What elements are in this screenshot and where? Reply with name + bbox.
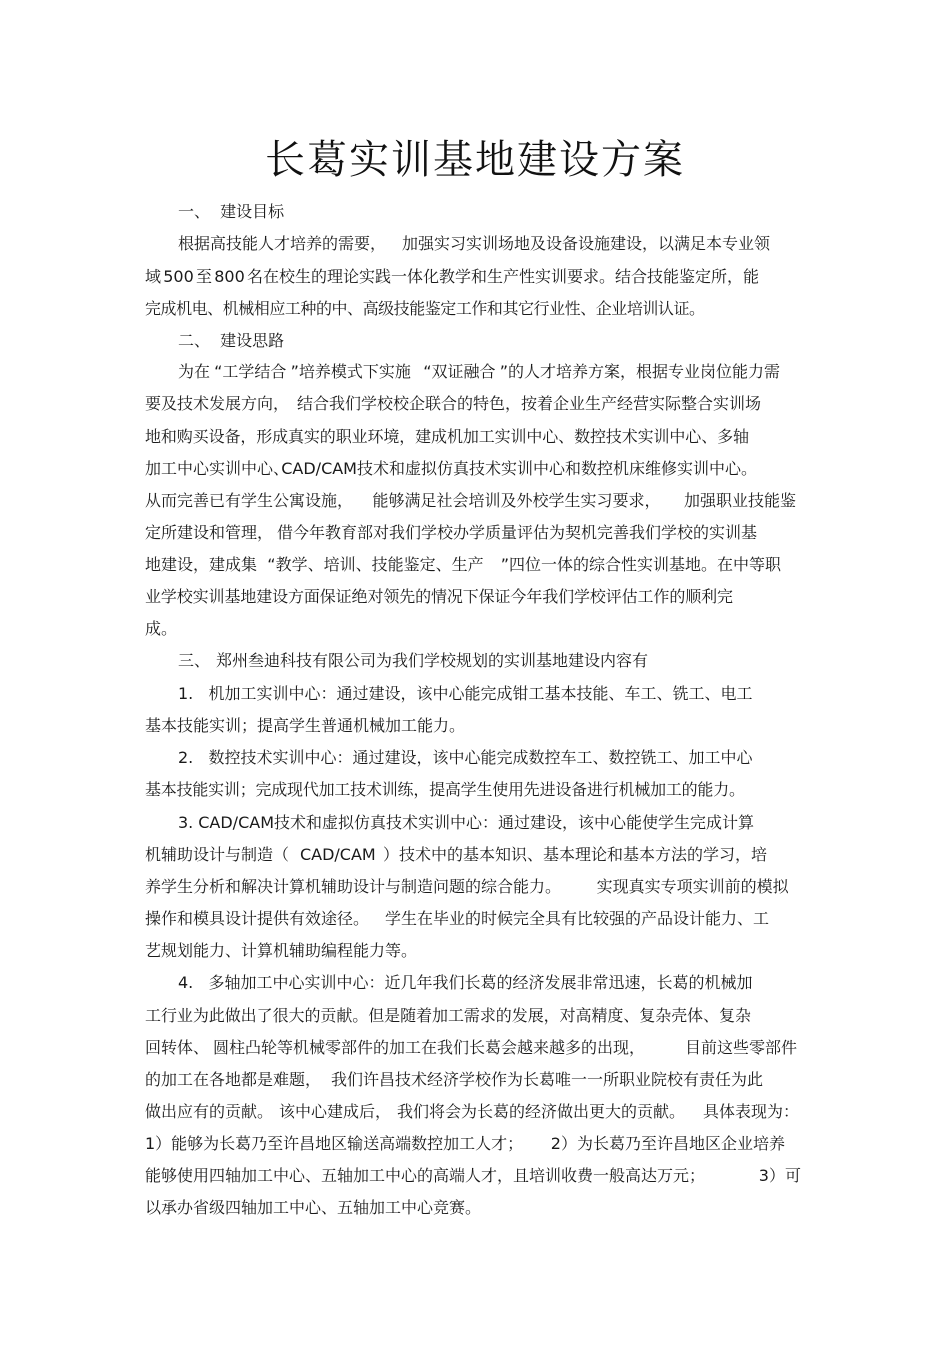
body-line: 成。 [145, 619, 178, 638]
body-line: 基本技能实训；提高学生普通机械加工能力。 [145, 716, 466, 735]
body-line: 操作和模具设计提供有效途径。 学生在毕业的时候完全具有比较强的产品设计能力、工 [145, 909, 769, 928]
body-line: 4. 多轴加工中心实训中心：近几年我们长葛的经济发展非常迅速，长葛的机械加 [178, 973, 753, 992]
body-line: 从而完善已有学生公寓设施， 能够满足社会培训及外校学生实习要求， 加强职业技能鉴 [145, 491, 796, 510]
body-line: 一、 建设目标 [178, 202, 285, 221]
body-line: 域 500 至 800 名在校生的理论实践一体化教学和生产性实训要求。结合技能鉴定所，能 [145, 267, 759, 286]
body-line: 地建设，建成集 “教学、培训、技能鉴定、生产 ”四位一体的综合性实训基地。在中等职 [145, 555, 781, 574]
body-line: 基本技能实训；完成现代加工技术训练，提高学生使用先进设备进行机械加工的能力。 [145, 780, 745, 799]
body-line: 要及技术发展方向， 结合我们学校校企联合的特色，按着企业生产经营实际整合实训场 [145, 394, 761, 413]
body-line: 3. CAD/CAM技术和虚拟仿真技术实训中心：通过建设，该中心能使学生完成计算 [178, 813, 754, 832]
body-line: 根据高技能人才培养的需要， 加强实习实训场地及设备设施建设，以满足本专业领 [178, 234, 770, 253]
body-line: 完成机电、机械相应工种的中、高级技能鉴定工作和其它行业性、企业培训认证。 [145, 299, 705, 318]
body-line: 的加工在各地都是难题， 我们许昌技术经济学校作为长葛唯一一所职业院校有责任为此 [145, 1070, 763, 1089]
body-line: 做出应有的贡献。 该中心建成后， 我们将会为长葛的经济做出更大的贡献。 具体表现为： [145, 1102, 799, 1121]
body-line: 加工中心实训中心、 CAD/CAM技术和虚拟仿真技术实训中心和数控机床维修实训中心。 [145, 459, 757, 478]
body-line: 定所建设和管理， 借今年教育部对我们学校办学质量评估为契机完善我们学校的实训基 [145, 523, 757, 542]
body-line: 1）能够为长葛乃至许昌地区输送高端数控加工人才； 2）为长葛乃至许昌地区企业培养 [145, 1134, 785, 1153]
body-line: 1. 机加工实训中心：通过建设，该中心能完成钳工基本技能、车工、铣工、电工 [178, 684, 753, 703]
body-line: 地和购买设备，形成真实的职业环境，建成机加工实训中心、数控技术实训中心、多轴 [145, 427, 749, 446]
body-line: 以承办省级四轴加工中心、五轴加工中心竞赛。 [145, 1198, 482, 1217]
body-line: 业学校实训基地建设方面保证绝对领先的情况下保证今年我们学校评估工作的顺利完 [145, 587, 733, 606]
body-line: 工行业为此做出了很大的贡献。但是随着加工需求的发展，对高精度、复杂壳体、复杂 [145, 1006, 751, 1025]
body-line: 回转体、 圆柱凸轮等机械零部件的加工在我们长葛会越来越多的出现， 目前这些零部件 [145, 1038, 797, 1057]
body-line: 能够使用四轴加工中心、五轴加工中心的高端人才，且培训收费一般高达万元； 3）可 [145, 1166, 801, 1185]
body-line: 养学生分析和解决计算机辅助设计与制造问题的综合能力。 实现真实专项实训前的模拟 [145, 877, 789, 896]
body-line: 艺规划能力、计算机辅助编程能力等。 [145, 941, 418, 960]
body-line: 机辅助设计与制造（ CAD/CAM ）技术中的基本知识、基本理论和基本方法的学习，培 [145, 845, 767, 864]
body-line: 为在 “工学结合 ”培养模式下实施 “双证融合 ”的人才培养方案，根据专业岗位能力需 [178, 362, 780, 381]
body-line: 三、 郑州叁迪科技有限公司为我们学校规划的实训基地建设内容有 [178, 651, 648, 670]
body-line: 2. 数控技术实训中心：通过建设，该中心能完成数控车工、数控铣工、加工中心 [178, 748, 753, 767]
body-line: 二、 建设思路 [178, 331, 285, 350]
document-title: 长葛实训基地建设方案 [265, 137, 685, 183]
